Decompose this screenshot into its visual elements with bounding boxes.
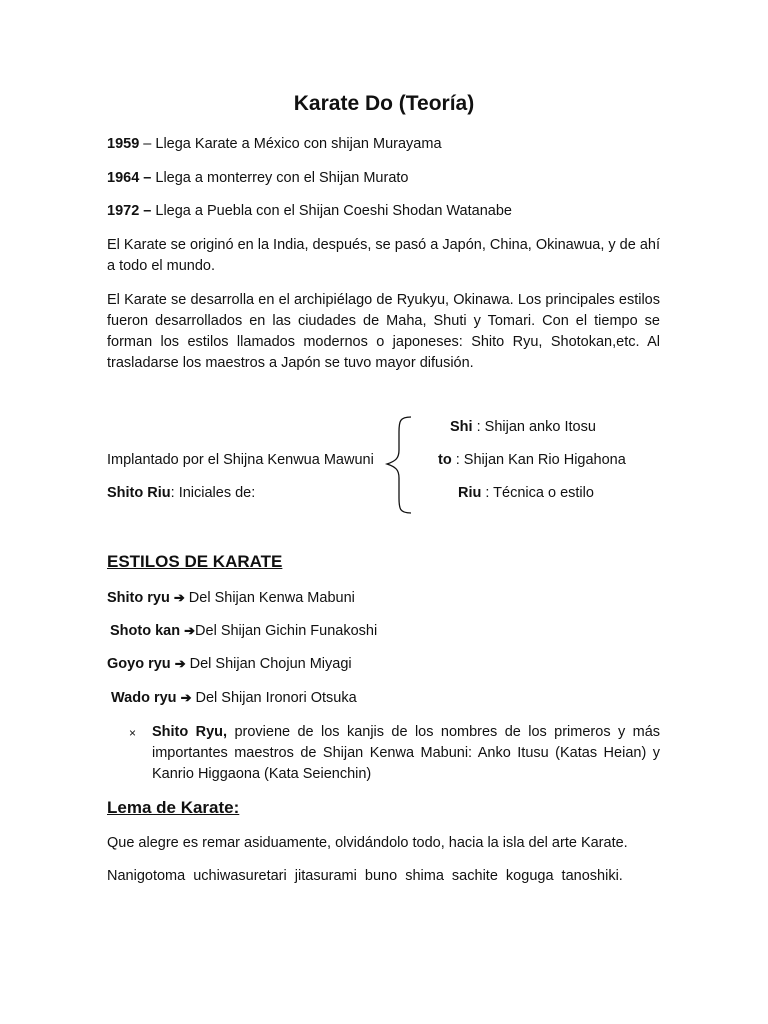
brace-item-riu [458,485,594,501]
estilo-name: Shito ryu [107,590,170,606]
arrow-right-icon: ➔ [180,690,192,705]
estilo-goyo-ryu [107,656,352,672]
estilo-name: Shoto kan [110,623,181,639]
timeline-1959 [107,136,442,152]
origin-paragraph: El Karate se originó en la India, después, se pasó a Japón, China, Okinawua, y de ahí a todo el mundo. [107,237,660,274]
brace-item-bold: Shi [450,419,473,435]
brace-item-bold: to [438,452,452,468]
development-paragraph: El Karate se desarrolla en el archipiélago de Ryukyu, Okinawa. Los principales estilos fueron desarrollados en las ciudades de Maha, Shuti y Tomari. Con el tiempo se forman los estilos llamados modernos o japoneses: Shito Ryu, Shotokan,etc. Al trasladarse los maestros a Japón se tuvo mayor difusión. [107,292,660,371]
brace-item-rest: : Shijan Kan Rio Higahona [451,452,626,468]
estilo-desc: Del Shijan Ironori Otsuka [191,690,357,706]
estilo-desc: Del Shijan Gichin Funakoshi [195,623,378,639]
estilo-shito-ryu [107,590,355,606]
brace-item-bold: Riu [458,485,482,501]
estilo-desc: Del Shijan Chojun Miyagi [185,656,352,672]
estilo-desc: Del Shijan Kenwa Mabuni [184,590,355,606]
bullet-x-icon: × [129,726,137,740]
timeline-sep: – [139,136,156,152]
arrow-right-icon: ➔ [184,623,196,638]
shito-riu-label: Shito Riu [107,485,171,501]
timeline-text: Llega Karate a México con shijan Murayama [155,136,442,152]
estilos-heading: ESTILOS DE KARATE [107,552,283,571]
estilo-shoto-kan [110,623,377,639]
timeline-1964 [107,170,408,186]
estilo-wado-ryu [111,690,357,706]
brace-item-rest: : Técnica o estilo [481,485,594,501]
estilo-name: Goyo ryu [107,656,171,672]
timeline-year: 1959 [107,136,140,152]
brace-item-shi [450,419,596,435]
estilo-name: Wado ryu [111,690,177,706]
implant-line: Implantado por el Shijna Kenwua Mawuni [107,452,374,468]
lema-heading: Lema de Karate: [107,798,240,817]
arrow-right-icon: ➔ [174,656,186,671]
lema-japanese: Nanigotoma uchiwasuretari jitasurami buno shima sachite koguga tanoshiki. [107,868,623,884]
timeline-year: 1964 – [107,170,152,186]
bullet-rest: proviene de los kanjis de los nombres de los primeros y más importantes maestros de Shijan Kenwa Mabuni: Anko Itusu (Katas Heian) y Kanrio Higgaona (Kata Seienchin) [152,724,661,782]
timeline-1972 [107,203,512,219]
shito-ryu-bullet [152,722,660,785]
shito-riu-line [107,485,255,501]
brace-item-to [438,452,626,468]
lema-spanish: Que alegre es remar asiduamente, olvidándolo todo, hacia la isla del arte Karate. [107,835,628,851]
timeline-year: 1972 – [107,203,152,219]
timeline-text: Llega a Puebla con el Shijan Coeshi Shodan Watanabe [155,203,512,219]
brace-item-rest: : Shijan anko Itosu [472,419,596,435]
arrow-right-icon: ➔ [173,590,185,605]
curly-brace-icon [383,414,413,516]
page-title: Karate Do (Teoría) [293,92,475,115]
shito-riu-rest: : Iniciales de: [170,485,256,501]
timeline-text: Llega a monterrey con el Shijan Murato [155,170,409,186]
bullet-bold: Shito Ryu, [152,724,228,740]
